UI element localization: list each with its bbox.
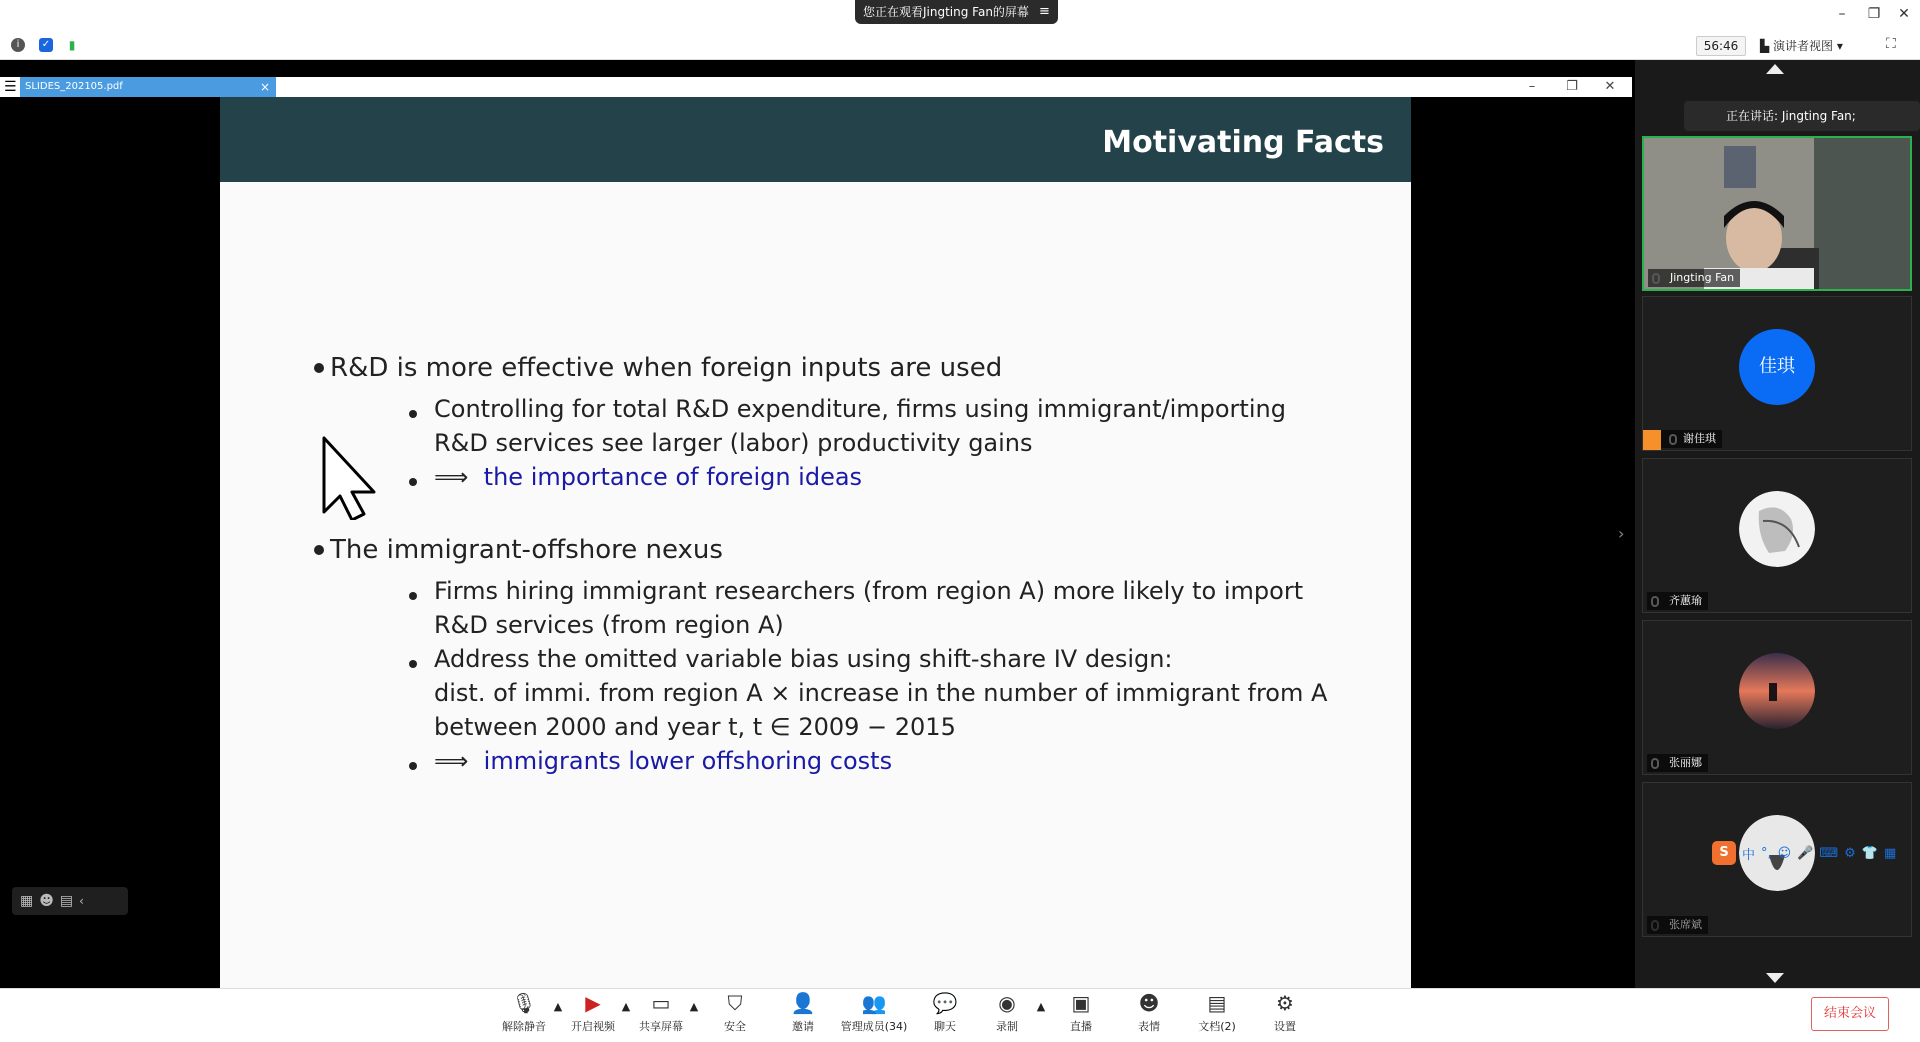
- share-screen-icon: ▭: [651, 991, 671, 1015]
- ime-item[interactable]: °,: [1761, 845, 1772, 861]
- bullet-dot: [409, 410, 417, 418]
- chevron-down-icon: ▾: [1833, 39, 1843, 53]
- layout-icon[interactable]: ▦: [20, 893, 34, 909]
- view-mode-label: 演讲者视图: [1773, 39, 1834, 53]
- button-label: 文档(2): [1198, 1020, 1236, 1033]
- close-icon[interactable]: ×: [259, 80, 270, 94]
- sub-bullet-line: immigrants lower offshoring costs: [483, 747, 893, 775]
- members-icon: 👥: [861, 991, 887, 1015]
- document-icon: ▤: [1207, 991, 1227, 1015]
- sub-bullet-line: dist. of immi. from region A × increase in the number of immigrant from A: [434, 679, 1328, 707]
- scroll-up-icon[interactable]: [1766, 64, 1784, 74]
- bullet-dot: [409, 592, 417, 600]
- close-button[interactable]: ✕: [1898, 6, 1910, 22]
- slide-title: Motivating Facts: [1102, 125, 1384, 160]
- avatar: 佳琪: [1739, 329, 1815, 405]
- sub-bullet-line: R&D services see larger (labor) productivity gains: [434, 429, 1033, 457]
- avatar: [1739, 653, 1815, 729]
- info-icon[interactable]: i: [11, 38, 25, 52]
- end-meeting-button[interactable]: 结束会议: [1811, 997, 1889, 1031]
- pdf-minimize-button[interactable]: –: [1528, 79, 1536, 94]
- button-label: 安全: [724, 1020, 746, 1033]
- ime-item[interactable]: 👕: [1861, 845, 1879, 861]
- documents-button[interactable]: [1182, 992, 1252, 1034]
- button-label: 解除静音: [502, 1020, 546, 1033]
- implies-arrow: ⟹: [434, 747, 469, 775]
- emoji-icon: ☻: [1138, 991, 1160, 1015]
- mouse-cursor-icon: [322, 436, 382, 520]
- participant-name: 张丽娜: [1647, 754, 1708, 772]
- ime-item[interactable]: ⚙: [1844, 845, 1856, 861]
- unmute-button[interactable]: [489, 992, 559, 1034]
- menu-icon[interactable]: ☰: [4, 79, 17, 95]
- sub-bullet-line: Address the omitted variable bias using shift-share IV design:: [434, 645, 1173, 673]
- view-mode-dropdown[interactable]: [1760, 36, 1870, 56]
- caret-up-icon[interactable]: ▲: [1036, 1000, 1046, 1013]
- ime-item[interactable]: ⌨: [1819, 845, 1839, 861]
- minimize-button[interactable]: –: [1838, 6, 1846, 22]
- bullet-dot: [409, 660, 417, 668]
- sogou-logo-icon[interactable]: S: [1712, 841, 1736, 865]
- record-icon: ◉: [998, 991, 1016, 1015]
- implies-arrow: ⟹: [434, 463, 469, 491]
- scroll-down-icon[interactable]: [1766, 973, 1784, 983]
- sub-bullet-1-2: [434, 460, 862, 494]
- participant-tile[interactable]: [1642, 296, 1912, 451]
- caret-up-icon[interactable]: ▲: [621, 1000, 631, 1013]
- button-label: 设置: [1274, 1020, 1296, 1033]
- input-method-bar[interactable]: [1712, 840, 1920, 866]
- emoji-icon[interactable]: ☻: [39, 893, 54, 909]
- active-speaker-label: 正在讲话: Jingting Fan;: [1726, 109, 1856, 123]
- participant-tile[interactable]: [1642, 458, 1912, 613]
- record-button[interactable]: [972, 992, 1042, 1034]
- annotation-toolbar: [12, 887, 128, 915]
- sub-bullet-2-3: [434, 744, 892, 778]
- mic-muted-icon: 🎙: [511, 991, 537, 1015]
- participant-name: 齐蕙瑜: [1647, 592, 1708, 610]
- bullet-2: [330, 535, 723, 565]
- restore-button[interactable]: ❐: [1867, 6, 1881, 22]
- button-label: 表情: [1138, 1020, 1160, 1033]
- meeting-timer: 56:46: [1696, 36, 1746, 56]
- ime-item[interactable]: 中: [1742, 847, 1756, 863]
- sub-bullet-2-1: [434, 574, 1303, 642]
- bullet-dot: [409, 762, 417, 770]
- pdf-restore-button[interactable]: ❐: [1566, 79, 1578, 94]
- bullet-text: R&D is more effective when foreign inputs are used: [330, 353, 1003, 383]
- invite-button[interactable]: [768, 992, 838, 1034]
- chevron-right-icon[interactable]: ›: [1618, 524, 1625, 543]
- pdf-tab[interactable]: [20, 77, 276, 97]
- participant-tile[interactable]: [1642, 620, 1912, 775]
- security-button[interactable]: [700, 992, 770, 1034]
- ime-item[interactable]: 🎤: [1797, 845, 1814, 861]
- participant-name: 谢佳琪: [1661, 430, 1722, 448]
- share-screen-button[interactable]: [626, 992, 696, 1034]
- view-grid-icon: ▙: [1760, 39, 1774, 53]
- pdf-tab-label: SLIDES_202105.pdf: [25, 81, 123, 92]
- share-menu-icon[interactable]: ≡: [1038, 4, 1050, 19]
- gear-icon: ⚙: [1276, 991, 1294, 1015]
- live-icon: ▣: [1071, 991, 1091, 1015]
- user-icon: [1643, 430, 1661, 450]
- meeting-info-bar: [0, 30, 1920, 60]
- chevron-left-icon[interactable]: ‹: [79, 894, 84, 908]
- start-video-button[interactable]: [558, 992, 628, 1034]
- video-off-icon: ▶: [585, 991, 601, 1015]
- sub-bullet-line: R&D services (from region A): [434, 611, 784, 639]
- slide: [220, 97, 1411, 988]
- caption-icon[interactable]: ▤: [59, 893, 74, 909]
- sub-bullet-line: the importance of foreign ideas: [483, 463, 863, 491]
- pdf-close-button[interactable]: ✕: [1604, 79, 1616, 94]
- slide-header: [220, 97, 1411, 182]
- button-label: 录制: [996, 1020, 1018, 1033]
- bullet-dot: [314, 545, 324, 555]
- screen-share-notice[interactable]: [855, 0, 1058, 24]
- button-label: 聊天: [934, 1020, 956, 1033]
- fullscreen-icon[interactable]: ⛶: [1886, 36, 1896, 52]
- settings-button[interactable]: [1250, 992, 1320, 1034]
- chat-icon: 💬: [932, 991, 958, 1015]
- emoji-button[interactable]: [1114, 992, 1184, 1034]
- shield-icon[interactable]: ✓: [39, 38, 53, 52]
- button-label: 共享屏幕: [639, 1020, 683, 1033]
- button-label: 管理成员(34): [840, 1020, 908, 1033]
- signal-icon[interactable]: ▮: [68, 38, 76, 52]
- sub-bullet-1-1: [434, 392, 1286, 460]
- button-label: 直播: [1070, 1020, 1092, 1033]
- active-speaker-indicator: [1684, 101, 1920, 131]
- caret-up-icon[interactable]: ▲: [553, 1000, 563, 1013]
- avatar: [1739, 491, 1815, 567]
- bullet-dot: [409, 478, 417, 486]
- button-label: 开启视频: [571, 1020, 615, 1033]
- chat-button[interactable]: [910, 992, 980, 1034]
- bullet-1: [330, 353, 1002, 383]
- sub-bullet-line: between 2000 and year t, t ∈ 2009 − 2015: [434, 713, 956, 741]
- ime-item[interactable]: ▦: [1884, 845, 1897, 861]
- participant-tile[interactable]: [1642, 136, 1912, 291]
- sub-bullet-line: Firms hiring immigrant researchers (from region A) more likely to import: [434, 577, 1304, 605]
- bullet-dot: [314, 363, 324, 373]
- sub-bullet-line: Controlling for total R&D expenditure, firms using immigrant/importing: [434, 395, 1286, 423]
- manage-members-button[interactable]: [838, 992, 910, 1034]
- participant-name: 张席斌: [1647, 916, 1708, 934]
- participant-name: Jingting Fan: [1648, 269, 1740, 287]
- bullet-text: The immigrant-offshore nexus: [330, 535, 723, 565]
- live-button[interactable]: [1046, 992, 1116, 1034]
- invite-icon: 👤: [790, 991, 816, 1015]
- button-label: 邀请: [792, 1020, 814, 1033]
- shield-icon: ⛉: [727, 991, 743, 1015]
- sub-bullet-2-2: [434, 642, 1327, 744]
- caret-up-icon[interactable]: ▲: [689, 1000, 699, 1013]
- ime-item[interactable]: ☺: [1777, 845, 1792, 861]
- share-notice-text: 您正在观看Jingting Fan的屏幕: [863, 5, 1029, 19]
